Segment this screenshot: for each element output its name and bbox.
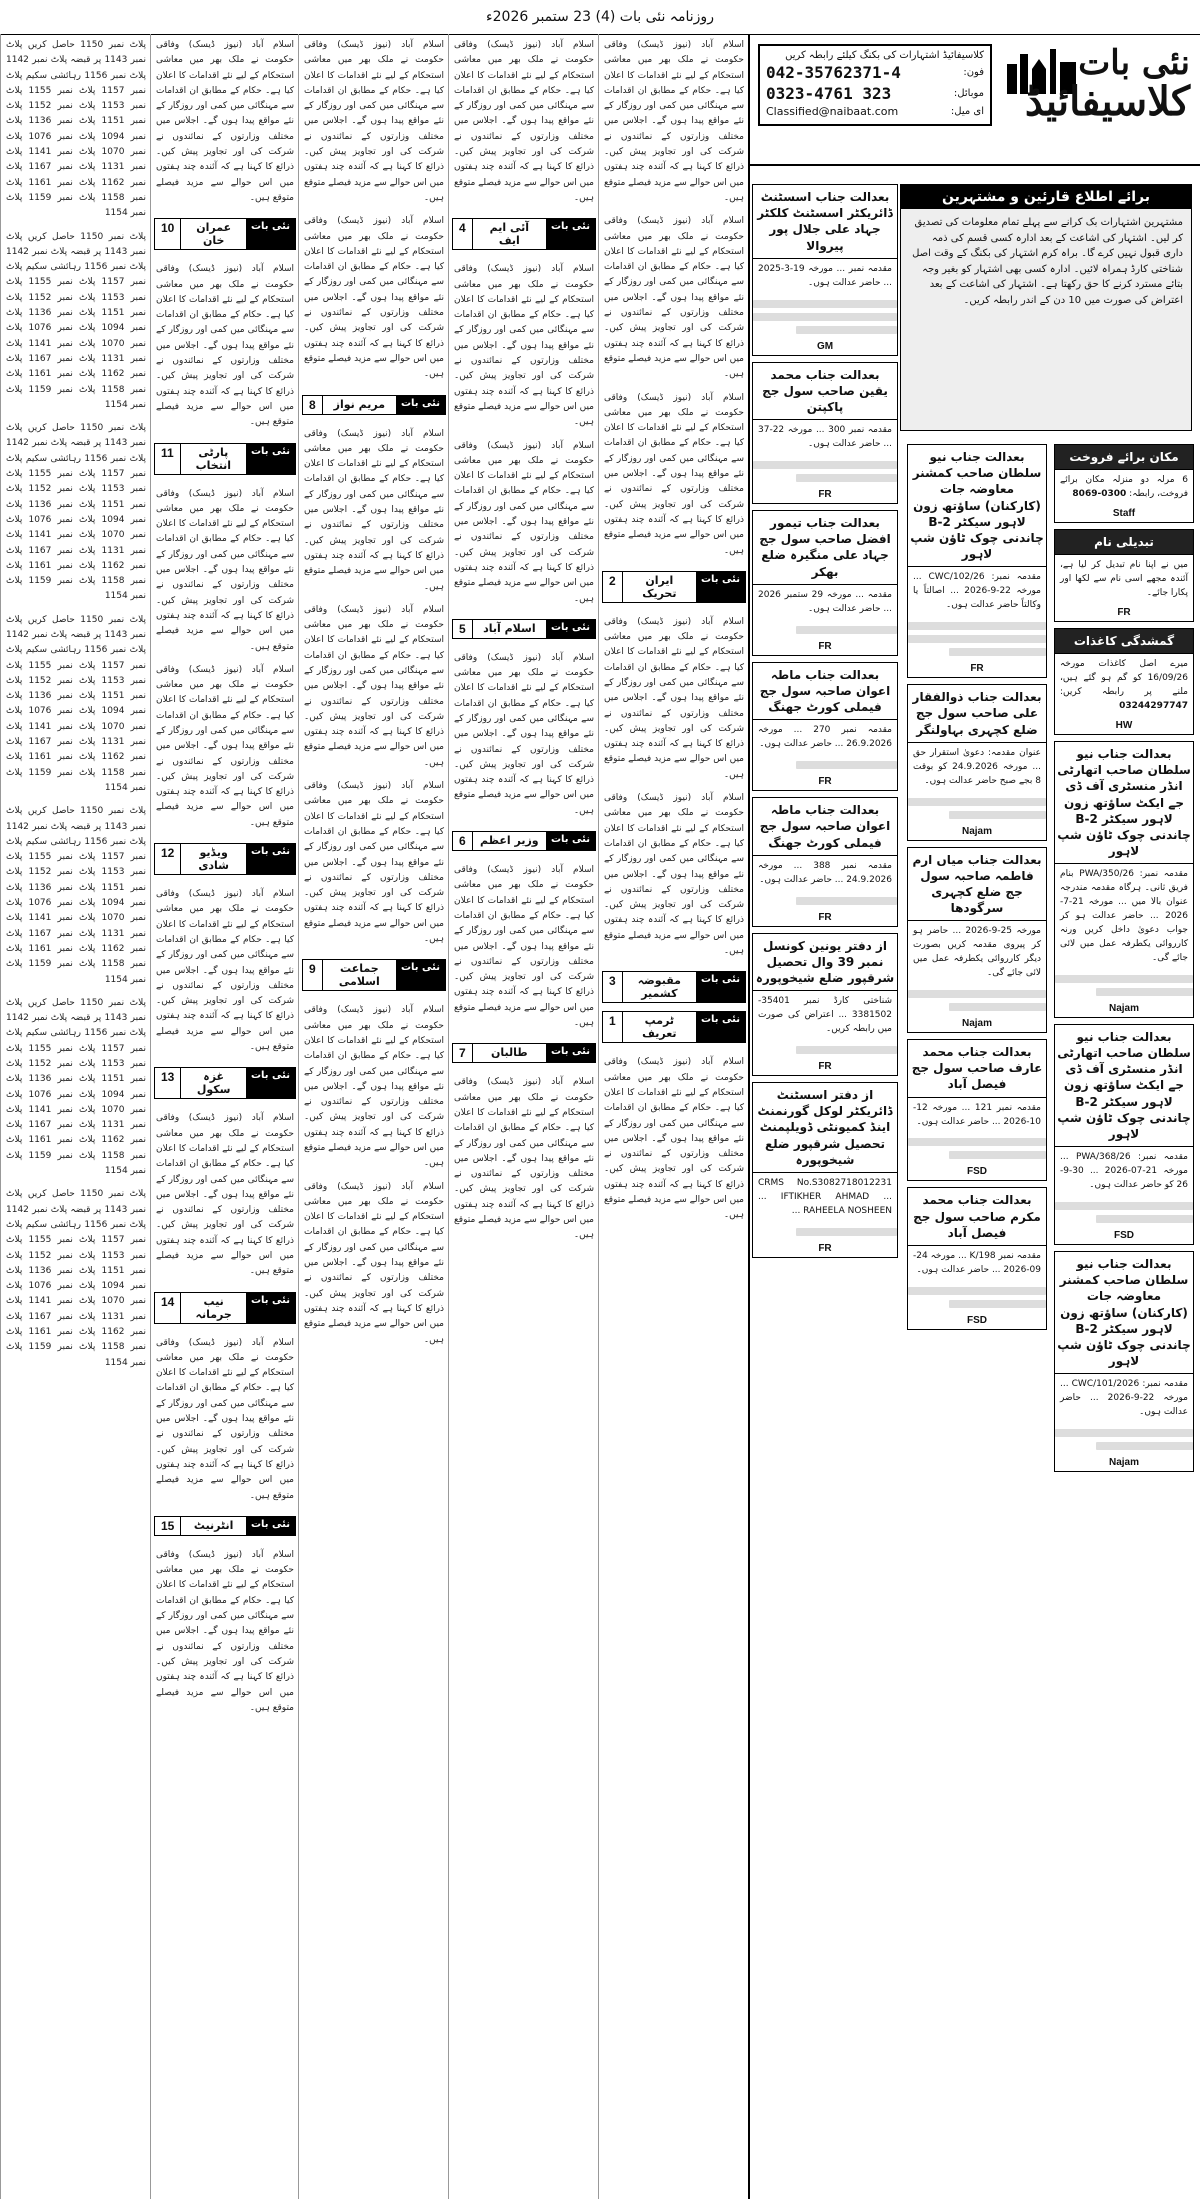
- headline-13: نئی بات غزہ سکول 13: [154, 1067, 296, 1099]
- court-notice: بعدالت جناب نیو سلطان صاحب کمشنر معاوضہ جات (کارکنان) ساؤتھ زون لاہور سیکٹر B-2 چاندنی چوک ٹاؤن شپ لاہور مقدمہ نمبر: CWC/101/2026 ... مورخہ 22-9-2026 ... حاضر عدالت ہوں۔ Najam: [1054, 1251, 1194, 1472]
- court-notice: بعدالت جناب تیمور افضل صاحب سول جج جہاد علی منگیرہ ضلع بھکر مقدمہ ... مورخہ 29 ستمبر 2026 ... حاضر عدالت ہوں۔ FR: [752, 510, 898, 656]
- classified-column-middle: [907, 444, 1047, 1336]
- court-notice: بعدالت جناب ذوالفقار علی صاحب سول جج ضلع کچہری بہاولنگر عنوان مقدمہ: دعویٰ استقرار حق ... مورخہ 24.9.2026 کو بوقت 8 بجے صبح حاضر عدالت ہوں۔ Najam: [907, 684, 1047, 840]
- plot-list-text: پلاٹ نمبر 1150 حاصل کریں پلاٹ نمبر 1143 پر قبضہ پلاٹ نمبر 1142 پلاٹ نمبر 1156 رہائشی سکیم پلاٹ نمبر 1157 پلاٹ نمبر 1155 پلاٹ نمبر 1153 پلاٹ نمبر 1152 پلاٹ نمبر 1151 پلاٹ نمبر 1136 پلاٹ نمبر 1094 پلاٹ نمبر 1076 پلاٹ نمبر 1070 پلاٹ نمبر 1141 پلاٹ نمبر 1131 پلاٹ نمبر 1167 پلاٹ نمبر 1162 پلاٹ نمبر 1161 پلاٹ نمبر 1158 پلاٹ نمبر 1159 پلاٹ نمبر 1154: [6, 40, 147, 219]
- classified-ad: گمشدگی کاغذات میرے اصل کاغذات مورخہ 16/09/26 کو گم ہو گئے ہیں، ملنے پر رابطہ کریں: 03244297747 HW: [1054, 628, 1194, 735]
- brand-top: نئی بات: [1078, 43, 1190, 83]
- headline-15: نئی بات انٹرنیٹ 15: [154, 1516, 296, 1536]
- headline-8: نئی بات مریم نواز 8: [302, 395, 446, 415]
- phone-number[interactable]: 042-35762371-4: [766, 63, 901, 82]
- headline-11: نئی بات پارٹی انتخاب 11: [154, 443, 296, 475]
- headline-3: نئی بات مقبوضہ کشمیر 3: [602, 971, 746, 1003]
- plot-list-text-5: پلاٹ نمبر 1150 حاصل کریں پلاٹ نمبر 1143 پر قبضہ پلاٹ نمبر 1142 پلاٹ نمبر 1156 رہائشی سکیم پلاٹ نمبر 1157 پلاٹ نمبر 1155 پلاٹ نمبر 1153 پلاٹ نمبر 1152 پلاٹ نمبر 1151 پلاٹ نمبر 1136 پلاٹ نمبر 1094 پلاٹ نمبر 1076 پلاٹ نمبر 1070 پلاٹ نمبر 1141 پلاٹ نمبر 1131 پلاٹ نمبر 1167 پلاٹ نمبر 1162 پلاٹ نمبر 1161 پلاٹ نمبر 1158 پلاٹ نمبر 1159 پلاٹ نمبر 1154: [6, 806, 147, 985]
- court-notice: از دفتر اسسٹنٹ ڈائریکٹر لوکل گورنمنٹ اینڈ کمیونٹی ڈویلپمنٹ تحصیل شرقپور ضلع شیخوپورہ CRMS No.S3082718012231 ... IFTIKHER AHMAD ... RAHEELA NOSHEEN ... FR: [752, 1082, 898, 1258]
- news-text: اسلام آباد (نیوز ڈیسک) وفاقی حکومت نے ملک بھر میں معاشی استحکام کے لیے نئے اقدامات کا اعلان کیا ہے۔ حکام کے مطابق ان اقدامات سے مہنگائی میں کمی اور روزگار کے نئے مواقع پیدا ہوں گے۔ اجلاس میں مختلف وزارتوں کے نمائندوں نے شرکت کی اور تجاویز پیش کیں۔ ذرائع کا کہنا ہے کہ آئندہ چند ہفتوں میں اس حوالے سے مزید فیصلے متوقع ہیں۔: [156, 40, 294, 203]
- news-section: [0, 34, 748, 2199]
- news-text: اسلام آباد (نیوز ڈیسک) وفاقی حکومت نے ملک بھر میں معاشی استحکام کے لیے نئے اقدامات کا اعلان کیا ہے۔ حکام کے مطابق ان اقدامات سے مہنگائی میں کمی اور روزگار کے نئے مواقع پیدا ہوں گے۔ اجلاس میں مختلف وزارتوں کے نمائندوں نے شرکت کی اور تجاویز پیش کیں۔ ذرائع کا کہنا ہے کہ آئندہ چند ہفتوں میں اس حوالے سے مزید فیصلے متوقع ہیں۔: [454, 40, 594, 203]
- news-text: اسلام آباد (نیوز ڈیسک) وفاقی حکومت نے ملک بھر میں معاشی استحکام کے لیے نئے اقدامات کا اعلان کیا ہے۔ حکام کے مطابق ان اقدامات سے مہنگائی میں کمی اور روزگار کے نئے مواقع پیدا ہوں گے۔ اجلاس میں مختلف وزارتوں کے نمائندوں نے شرکت کی اور تجاویز پیش کیں۔ ذرائع کا کہنا ہے کہ آئندہ چند ہفتوں میں اس حوالے سے مزید فیصلے متوقع ہیں۔: [156, 488, 294, 652]
- headline-10: نئی بات عمران خان 10: [154, 218, 296, 250]
- classified-column-left: [752, 184, 898, 1264]
- news-text: اسلام آباد (نیوز ڈیسک) وفاقی حکومت نے ملک بھر میں معاشی استحکام کے لیے نئے اقدامات کا اعلان کیا ہے۔ حکام کے مطابق ان اقدامات سے مہنگائی میں کمی اور روزگار کے نئے مواقع پیدا ہوں گے۔ اجلاس میں مختلف وزارتوں کے نمائندوں نے شرکت کی اور تجاویز پیش کیں۔ ذرائع کا کہنا ہے کہ آئندہ چند ہفتوں میں اس حوالے سے مزید فیصلے متوقع ہیں۔: [454, 865, 594, 1029]
- headline-9: نئی بات جماعت اسلامی 9: [302, 959, 446, 991]
- classified-column-right: [1054, 444, 1194, 1478]
- masthead-title: [990, 43, 1190, 125]
- news-text: اسلام آباد (نیوز ڈیسک) وفاقی حکومت نے ملک بھر میں معاشی استحکام کے لیے نئے اقدامات کا اعلان کیا ہے۔ حکام کے مطابق ان اقدامات سے مہنگائی میں کمی اور روزگار کے نئے مواقع پیدا ہوں گے۔ اجلاس میں مختلف وزارتوں کے نمائندوں نے شرکت کی اور تجاویز پیش کیں۔ ذرائع کا کہنا ہے کہ آئندہ چند ہفتوں میں اس حوالے سے مزید فیصلے متوقع ہیں۔: [156, 1337, 294, 1501]
- news-column-2: [150, 34, 299, 2199]
- court-notice: بعدالت جناب محمد مکرم صاحب سول جج فیصل آباد مقدمہ نمبر 198/K ... مورخہ 24-09-2026 ... حاضر عدالت ہوں۔ FSD: [907, 1187, 1047, 1329]
- headline-14: نئی بات نیب جرمانہ 14: [154, 1292, 296, 1324]
- headline-1: نئی بات ٹرمپ تعریف 1: [602, 1011, 746, 1043]
- plot-list-text-7: پلاٹ نمبر 1150 حاصل کریں پلاٹ نمبر 1143 پر قبضہ پلاٹ نمبر 1142 پلاٹ نمبر 1156 رہائشی سکیم پلاٹ نمبر 1157 پلاٹ نمبر 1155 پلاٹ نمبر 1153 پلاٹ نمبر 1152 پلاٹ نمبر 1151 پلاٹ نمبر 1136 پلاٹ نمبر 1094 پلاٹ نمبر 1076 پلاٹ نمبر 1070 پلاٹ نمبر 1141 پلاٹ نمبر 1131 پلاٹ نمبر 1167 پلاٹ نمبر 1162 پلاٹ نمبر 1161 پلاٹ نمبر 1158 پلاٹ نمبر 1159 پلاٹ نمبر 1154: [6, 1189, 147, 1368]
- mobile-label: موبائل:: [953, 88, 984, 99]
- news-text: اسلام آباد (نیوز ڈیسک) وفاقی حکومت نے ملک بھر میں معاشی استحکام کے لیے نئے اقدامات کا اعلان کیا ہے۔ حکام کے مطابق ان اقدامات سے مہنگائی میں کمی اور روزگار کے نئے مواقع پیدا ہوں گے۔ اجلاس میں مختلف وزارتوں کے نمائندوں نے شرکت کی اور تجاویز پیش کیں۔ ذرائع کا کہنا ہے کہ آئندہ چند ہفتوں میں اس حوالے سے مزید فیصلے متوقع ہیں۔: [156, 1549, 294, 1713]
- news-text: اسلام آباد (نیوز ڈیسک) وفاقی حکومت نے ملک بھر میں معاشی استحکام کے لیے نئے اقدامات کا اعلان کیا ہے۔ حکام کے مطابق ان اقدامات سے مہنگائی میں کمی اور روزگار کے نئے مواقع پیدا ہوں گے۔ اجلاس میں مختلف وزارتوں کے نمائندوں نے شرکت کی اور تجاویز پیش کیں۔ ذرائع کا کہنا ہے کہ آئندہ چند ہفتوں میں اس حوالے سے مزید فیصلے متوقع ہیں۔: [604, 216, 744, 380]
- headline-12: نئی بات ویڈیو شادی 12: [154, 843, 296, 875]
- date-line: روزنامہ نئی بات (4) 23 ستمبر 2026ء: [0, 0, 1200, 35]
- notice-title: برائے اطلاع قارئین و مشتہرین: [901, 185, 1191, 209]
- masthead: [750, 34, 1200, 166]
- news-text: اسلام آباد (نیوز ڈیسک) وفاقی حکومت نے ملک بھر میں معاشی استحکام کے لیے نئے اقدامات کا اعلان کیا ہے۔ حکام کے مطابق ان اقدامات سے مہنگائی میں کمی اور روزگار کے نئے مواقع پیدا ہوں گے۔ اجلاس میں مختلف وزارتوں کے نمائندوں نے شرکت کی اور تجاویز پیش کیں۔ ذرائع کا کہنا ہے کہ آئندہ چند ہفتوں میں اس حوالے سے مزید فیصلے متوقع ہیں۔: [454, 1077, 594, 1241]
- news-column-1: [0, 34, 151, 2199]
- phone-label: فون:: [963, 67, 984, 78]
- news-text: اسلام آباد (نیوز ڈیسک) وفاقی حکومت نے ملک بھر میں معاشی استحکام کے لیے نئے اقدامات کا اعلان کیا ہے۔ حکام کے مطابق ان اقدامات سے مہنگائی میں کمی اور روزگار کے نئے مواقع پیدا ہوں گے۔ اجلاس میں مختلف وزارتوں کے نمائندوں نے شرکت کی اور تجاویز پیش کیں۔ ذرائع کا کہنا ہے کہ آئندہ چند ہفتوں میں اس حوالے سے مزید فیصلے متوقع ہیں۔: [304, 40, 444, 203]
- mobile-number[interactable]: 0323-4761 323: [766, 84, 892, 103]
- news-text: اسلام آباد (نیوز ڈیسک) وفاقی حکومت نے ملک بھر میں معاشی استحکام کے لیے نئے اقدامات کا اعلان کیا ہے۔ حکام کے مطابق ان اقدامات سے مہنگائی میں کمی اور روزگار کے نئے مواقع پیدا ہوں گے۔ اجلاس میں مختلف وزارتوں کے نمائندوں نے شرکت کی اور تجاویز پیش کیں۔ ذرائع کا کہنا ہے کہ آئندہ چند ہفتوں میں اس حوالے سے مزید فیصلے متوقع ہیں۔: [156, 1113, 294, 1277]
- headline-7: نئی بات طالبان 7: [452, 1043, 596, 1063]
- classified-ad: مکان برائے فروخت 6 مرلہ دو منزلہ مکان برائے فروخت، رابطہ: 0300-8069 Staff: [1054, 444, 1194, 523]
- court-notice: بعدالت جناب نیو سلطان صاحب کمشنر معاوضہ جات (کارکنان) ساؤتھ زون لاہور سیکٹر B-2 چاندنی چوک ٹاؤن شپ لاہور مقدمہ نمبر: CWC/102/26 ... مورخہ 22-9-2026 ... اصالتاً یا وکالتاً حاضر عدالت ہوں۔ FR: [907, 444, 1047, 678]
- court-notice: بعدالت جناب محمد یقین صاحب سول جج پاکپتن مقدمہ نمبر 300 ... مورخہ 22-37 ... حاضر عدالت ہوں۔ FR: [752, 362, 898, 504]
- contact-box: [758, 44, 992, 126]
- brand-bottom: کلاسیفائیڈ: [1024, 78, 1190, 125]
- news-text: اسلام آباد (نیوز ڈیسک) وفاقی حکومت نے ملک بھر میں معاشی استحکام کے لیے نئے اقدامات کا اعلان کیا ہے۔ حکام کے مطابق ان اقدامات سے مہنگائی میں کمی اور روزگار کے نئے مواقع پیدا ہوں گے۔ اجلاس میں مختلف وزارتوں کے نمائندوں نے شرکت کی اور تجاویز پیش کیں۔ ذرائع کا کہنا ہے کہ آئندہ چند ہفتوں میں اس حوالے سے مزید فیصلے متوقع ہیں۔: [304, 604, 444, 768]
- email-label: ای میل:: [950, 106, 984, 117]
- news-text: اسلام آباد (نیوز ڈیسک) وفاقی حکومت نے ملک بھر میں معاشی استحکام کے لیے نئے اقدامات کا اعلان کیا ہے۔ حکام کے مطابق ان اقدامات سے مہنگائی میں کمی اور روزگار کے نئے مواقع پیدا ہوں گے۔ اجلاس میں مختلف وزارتوں کے نمائندوں نے شرکت کی اور تجاویز پیش کیں۔ ذرائع کا کہنا ہے کہ آئندہ چند ہفتوں میں اس حوالے سے مزید فیصلے متوقع ہیں۔: [604, 40, 744, 203]
- news-text: اسلام آباد (نیوز ڈیسک) وفاقی حکومت نے ملک بھر میں معاشی استحکام کے لیے نئے اقدامات کا اعلان کیا ہے۔ حکام کے مطابق ان اقدامات سے مہنگائی میں کمی اور روزگار کے نئے مواقع پیدا ہوں گے۔ اجلاس میں مختلف وزارتوں کے نمائندوں نے شرکت کی اور تجاویز پیش کیں۔ ذرائع کا کہنا ہے کہ آئندہ چند ہفتوں میں اس حوالے سے مزید فیصلے متوقع ہیں۔: [604, 1057, 744, 1221]
- news-text: اسلام آباد (نیوز ڈیسک) وفاقی حکومت نے ملک بھر میں معاشی استحکام کے لیے نئے اقدامات کا اعلان کیا ہے۔ حکام کے مطابق ان اقدامات سے مہنگائی میں کمی اور روزگار کے نئے مواقع پیدا ہوں گے۔ اجلاس میں مختلف وزارتوں کے نمائندوں نے شرکت کی اور تجاویز پیش کیں۔ ذرائع کا کہنا ہے کہ آئندہ چند ہفتوں میں اس حوالے سے مزید فیصلے متوقع ہیں۔: [156, 889, 294, 1053]
- news-text: اسلام آباد (نیوز ڈیسک) وفاقی حکومت نے ملک بھر میں معاشی استحکام کے لیے نئے اقدامات کا اعلان کیا ہے۔ حکام کے مطابق ان اقدامات سے مہنگائی میں کمی اور روزگار کے نئے مواقع پیدا ہوں گے۔ اجلاس میں مختلف وزارتوں کے نمائندوں نے شرکت کی اور تجاویز پیش کیں۔ ذرائع کا کہنا ہے کہ آئندہ چند ہفتوں میں اس حوالے سے مزید فیصلے متوقع ہیں۔: [604, 793, 744, 957]
- news-text: اسلام آباد (نیوز ڈیسک) وفاقی حکومت نے ملک بھر میں معاشی استحکام کے لیے نئے اقدامات کا اعلان کیا ہے۔ حکام کے مطابق ان اقدامات سے مہنگائی میں کمی اور روزگار کے نئے مواقع پیدا ہوں گے۔ اجلاس میں مختلف وزارتوں کے نمائندوں نے شرکت کی اور تجاویز پیش کیں۔ ذرائع کا کہنا ہے کہ آئندہ چند ہفتوں میں اس حوالے سے مزید فیصلے متوقع ہیں۔: [454, 264, 594, 428]
- news-text: اسلام آباد (نیوز ڈیسک) وفاقی حکومت نے ملک بھر میں معاشی استحکام کے لیے نئے اقدامات کا اعلان کیا ہے۔ حکام کے مطابق ان اقدامات سے مہنگائی میں کمی اور روزگار کے نئے مواقع پیدا ہوں گے۔ اجلاس میں مختلف وزارتوں کے نمائندوں نے شرکت کی اور تجاویز پیش کیں۔ ذرائع کا کہنا ہے کہ آئندہ چند ہفتوں میں اس حوالے سے مزید فیصلے متوقع ہیں۔: [454, 652, 594, 816]
- news-text: اسلام آباد (نیوز ڈیسک) وفاقی حکومت نے ملک بھر میں معاشی استحکام کے لیے نئے اقدامات کا اعلان کیا ہے۔ حکام کے مطابق ان اقدامات سے مہنگائی میں کمی اور روزگار کے نئے مواقع پیدا ہوں گے۔ اجلاس میں مختلف وزارتوں کے نمائندوں نے شرکت کی اور تجاویز پیش کیں۔ ذرائع کا کہنا ہے کہ آئندہ چند ہفتوں میں اس حوالے سے مزید فیصلے متوقع ہیں۔: [604, 392, 744, 556]
- news-text: اسلام آباد (نیوز ڈیسک) وفاقی حکومت نے ملک بھر میں معاشی استحکام کے لیے نئے اقدامات کا اعلان کیا ہے۔ حکام کے مطابق ان اقدامات سے مہنگائی میں کمی اور روزگار کے نئے مواقع پیدا ہوں گے۔ اجلاس میں مختلف وزارتوں کے نمائندوں نے شرکت کی اور تجاویز پیش کیں۔ ذرائع کا کہنا ہے کہ آئندہ چند ہفتوں میں اس حوالے سے مزید فیصلے متوقع ہیں۔: [454, 440, 594, 604]
- plot-list-text-4: پلاٹ نمبر 1150 حاصل کریں پلاٹ نمبر 1143 پر قبضہ پلاٹ نمبر 1142 پلاٹ نمبر 1156 رہائشی سکیم پلاٹ نمبر 1157 پلاٹ نمبر 1155 پلاٹ نمبر 1153 پلاٹ نمبر 1152 پلاٹ نمبر 1151 پلاٹ نمبر 1136 پلاٹ نمبر 1094 پلاٹ نمبر 1076 پلاٹ نمبر 1070 پلاٹ نمبر 1141 پلاٹ نمبر 1131 پلاٹ نمبر 1167 پلاٹ نمبر 1162 پلاٹ نمبر 1161 پلاٹ نمبر 1158 پلاٹ نمبر 1159 پلاٹ نمبر 1154: [6, 614, 147, 793]
- headline-4: نئی بات آئی ایم ایف 4: [452, 218, 596, 250]
- news-column-3: [298, 34, 449, 2199]
- news-text: اسلام آباد (نیوز ڈیسک) وفاقی حکومت نے ملک بھر میں معاشی استحکام کے لیے نئے اقدامات کا اعلان کیا ہے۔ حکام کے مطابق ان اقدامات سے مہنگائی میں کمی اور روزگار کے نئے مواقع پیدا ہوں گے۔ اجلاس میں مختلف وزارتوں کے نمائندوں نے شرکت کی اور تجاویز پیش کیں۔ ذرائع کا کہنا ہے کہ آئندہ چند ہفتوں میں اس حوالے سے مزید فیصلے متوقع ہیں۔: [304, 216, 444, 380]
- headline-2: نئی بات ایران تحریک 2: [602, 571, 746, 603]
- news-text: اسلام آباد (نیوز ڈیسک) وفاقی حکومت نے ملک بھر میں معاشی استحکام کے لیے نئے اقدامات کا اعلان کیا ہے۔ حکام کے مطابق ان اقدامات سے مہنگائی میں کمی اور روزگار کے نئے مواقع پیدا ہوں گے۔ اجلاس میں مختلف وزارتوں کے نمائندوں نے شرکت کی اور تجاویز پیش کیں۔ ذرائع کا کہنا ہے کہ آئندہ چند ہفتوں میں اس حوالے سے مزید فیصلے متوقع ہیں۔: [304, 428, 444, 592]
- court-notice: بعدالت جناب اسسٹنٹ ڈائریکٹر اسسٹنٹ کلکٹر جہاد علی جلال پور پیروالا مقدمہ نمبر ... مورخہ 19-3-2025 ... حاضر عدالت ہوں۔ GM: [752, 184, 898, 356]
- plot-list-text-6: پلاٹ نمبر 1150 حاصل کریں پلاٹ نمبر 1143 پر قبضہ پلاٹ نمبر 1142 پلاٹ نمبر 1156 رہائشی سکیم پلاٹ نمبر 1157 پلاٹ نمبر 1155 پلاٹ نمبر 1153 پلاٹ نمبر 1152 پلاٹ نمبر 1151 پلاٹ نمبر 1136 پلاٹ نمبر 1094 پلاٹ نمبر 1076 پلاٹ نمبر 1070 پلاٹ نمبر 1141 پلاٹ نمبر 1131 پلاٹ نمبر 1167 پلاٹ نمبر 1162 پلاٹ نمبر 1161 پلاٹ نمبر 1158 پلاٹ نمبر 1159 پلاٹ نمبر 1154: [6, 997, 147, 1177]
- news-text: اسلام آباد (نیوز ڈیسک) وفاقی حکومت نے ملک بھر میں معاشی استحکام کے لیے نئے اقدامات کا اعلان کیا ہے۔ حکام کے مطابق ان اقدامات سے مہنگائی میں کمی اور روزگار کے نئے مواقع پیدا ہوں گے۔ اجلاس میں مختلف وزارتوں کے نمائندوں نے شرکت کی اور تجاویز پیش کیں۔ ذرائع کا کہنا ہے کہ آئندہ چند ہفتوں میں اس حوالے سے مزید فیصلے متوقع ہیں۔: [604, 616, 744, 780]
- news-text: اسلام آباد (نیوز ڈیسک) وفاقی حکومت نے ملک بھر میں معاشی استحکام کے لیے نئے اقدامات کا اعلان کیا ہے۔ حکام کے مطابق ان اقدامات سے مہنگائی میں کمی اور روزگار کے نئے مواقع پیدا ہوں گے۔ اجلاس میں مختلف وزارتوں کے نمائندوں نے شرکت کی اور تجاویز پیش کیں۔ ذرائع کا کہنا ہے کہ آئندہ چند ہفتوں میں اس حوالے سے مزید فیصلے متوقع ہیں۔: [304, 1181, 444, 1345]
- plot-list-text-2: پلاٹ نمبر 1150 حاصل کریں پلاٹ نمبر 1143 پر قبضہ پلاٹ نمبر 1142 پلاٹ نمبر 1156 رہائشی سکیم پلاٹ نمبر 1157 پلاٹ نمبر 1155 پلاٹ نمبر 1153 پلاٹ نمبر 1152 پلاٹ نمبر 1151 پلاٹ نمبر 1136 پلاٹ نمبر 1094 پلاٹ نمبر 1076 پلاٹ نمبر 1070 پلاٹ نمبر 1141 پلاٹ نمبر 1131 پلاٹ نمبر 1167 پلاٹ نمبر 1162 پلاٹ نمبر 1161 پلاٹ نمبر 1158 پلاٹ نمبر 1159 پلاٹ نمبر 1154: [6, 231, 147, 410]
- news-column-5: [598, 34, 749, 2199]
- email-address[interactable]: Classified@naibaat.com: [766, 105, 899, 118]
- news-text: اسلام آباد (نیوز ڈیسک) وفاقی حکومت نے ملک بھر میں معاشی استحکام کے لیے نئے اقدامات کا اعلان کیا ہے۔ حکام کے مطابق ان اقدامات سے مہنگائی میں کمی اور روزگار کے نئے مواقع پیدا ہوں گے۔ اجلاس میں مختلف وزارتوں کے نمائندوں نے شرکت کی اور تجاویز پیش کیں۔ ذرائع کا کہنا ہے کہ آئندہ چند ہفتوں میں اس حوالے سے مزید فیصلے متوقع ہیں۔: [304, 781, 444, 945]
- court-notice: از دفتر یونین کونسل نمبر 39 وال تحصیل شرقپور ضلع شیخوپورہ شناختی کارڈ نمبر 35401-3381502 ... اعتراض کی صورت میں رابطہ کریں۔ FR: [752, 933, 898, 1076]
- court-notice: بعدالت جناب میاں ارم فاطمہ صاحبہ سول جج ضلع کچہری سرگودھا مورخہ 25-9-2026 ... حاضر ہو کر پیروی مقدمہ کریں بصورت دیگر کارروائی یکطرفہ عمل میں لائی جائے گی۔ Najam: [907, 847, 1047, 1034]
- court-notice: بعدالت جناب ماطہ اعوان صاحبہ سول جج فیملی کورٹ جھنگ مقدمہ نمبر 270 ... مورخہ 26.9.2026 ... حاضر عدالت ہوں۔ FR: [752, 662, 898, 791]
- notice-body: مشتہرین اشتہارات بک کرانے سے پہلے تمام معلومات کی تصدیق کر لیں۔ اشتہار کی اشاعت کے بعد ادارہ کسی قسم کی ذمہ داری قبول نہیں کرے گا۔ براہ کرم اشتہار کی بکنگ کے وقت اصل شناختی کارڈ ہمراہ لائیں۔ ادارہ کسی بھی اشتہار کو بغیر وجہ بتائے مسترد کرنے کا حق رکھتا ہے۔ اشتہار کی اشاعت کے بعد اعتراض کی صورت میں 10 دن کے اندر رابطہ کریں۔: [912, 217, 1183, 306]
- court-notice: بعدالت جناب نیو سلطان صاحب اتھارٹی انڈر منسٹری آف ڈی جے ایکٹ ساؤتھ زون لاہور سیکٹر B-2 چاندنی چوک ٹاؤن شپ لاہور مقدمہ نمبر: PWA/350/26 بنام فریق ثانی۔ ہرگاہ مقدمہ مندرجہ عنوان بالا میں ... مورخہ 21-7-2026 ... حاضر عدالت ہو کر جواب دعویٰ داخل کریں ورنہ کارروائی یکطرفہ عمل میں لائی جائے گی۔ Najam: [1054, 741, 1194, 1018]
- news-text: اسلام آباد (نیوز ڈیسک) وفاقی حکومت نے ملک بھر میں معاشی استحکام کے لیے نئے اقدامات کا اعلان کیا ہے۔ حکام کے مطابق ان اقدامات سے مہنگائی میں کمی اور روزگار کے نئے مواقع پیدا ہوں گے۔ اجلاس میں مختلف وزارتوں کے نمائندوں نے شرکت کی اور تجاویز پیش کیں۔ ذرائع کا کہنا ہے کہ آئندہ چند ہفتوں میں اس حوالے سے مزید فیصلے متوقع ہیں۔: [304, 1005, 444, 1169]
- court-notice: بعدالت جناب نیو سلطان صاحب اتھارٹی انڈر منسٹری آف ڈی جے ایکٹ ساؤتھ زون لاہور سیکٹر B-2 چاندنی چوک ٹاؤن شپ لاہور مقدمہ نمبر: PWA/368/26 ... مورخہ 21-07-2026 ... 30-9-26 کو حاضر عدالت ہوں۔ FSD: [1054, 1024, 1194, 1245]
- plot-list-text-3: پلاٹ نمبر 1150 حاصل کریں پلاٹ نمبر 1143 پر قبضہ پلاٹ نمبر 1142 پلاٹ نمبر 1156 رہائشی سکیم پلاٹ نمبر 1157 پلاٹ نمبر 1155 پلاٹ نمبر 1153 پلاٹ نمبر 1152 پلاٹ نمبر 1151 پلاٹ نمبر 1136 پلاٹ نمبر 1094 پلاٹ نمبر 1076 پلاٹ نمبر 1070 پلاٹ نمبر 1141 پلاٹ نمبر 1131 پلاٹ نمبر 1167 پلاٹ نمبر 1162 پلاٹ نمبر 1161 پلاٹ نمبر 1158 پلاٹ نمبر 1159 پلاٹ نمبر 1154: [6, 423, 147, 602]
- court-notice: بعدالت جناب ماطہ اعوان صاحبہ سول جج فیملی کورٹ جھنگ مقدمہ نمبر 388 ... مورخہ 24.9.2026 ... حاضر عدالت ہوں۔ FR: [752, 797, 898, 926]
- headline-5: نئی بات اسلام آباد 5: [452, 619, 596, 639]
- news-text: اسلام آباد (نیوز ڈیسک) وفاقی حکومت نے ملک بھر میں معاشی استحکام کے لیے نئے اقدامات کا اعلان کیا ہے۔ حکام کے مطابق ان اقدامات سے مہنگائی میں کمی اور روزگار کے نئے مواقع پیدا ہوں گے۔ اجلاس میں مختلف وزارتوں کے نمائندوں نے شرکت کی اور تجاویز پیش کیں۔ ذرائع کا کہنا ہے کہ آئندہ چند ہفتوں میں اس حوالے سے مزید فیصلے متوقع ہیں۔: [156, 264, 294, 428]
- notice-box: [900, 184, 1192, 431]
- classified-ad: تبدیلی نام میں نے اپنا نام تبدیل کر لیا ہے، آئندہ مجھے اسی نام سے لکھا اور پکارا جائے۔ FR: [1054, 529, 1194, 622]
- headline-6: نئی بات وزیر اعظم 6: [452, 831, 596, 851]
- contact-caption: کلاسیفائیڈ اشتہارات کی بکنگ کیلئے رابطہ کریں: [785, 50, 984, 61]
- court-notice: بعدالت جناب محمد عارف صاحب سول جج فیصل آباد مقدمہ نمبر 121 ... مورخہ 12-10-2026 ... حاضر عدالت ہوں۔ FSD: [907, 1039, 1047, 1181]
- classified-section: [748, 34, 1200, 2199]
- news-text: اسلام آباد (نیوز ڈیسک) وفاقی حکومت نے ملک بھر میں معاشی استحکام کے لیے نئے اقدامات کا اعلان کیا ہے۔ حکام کے مطابق ان اقدامات سے مہنگائی میں کمی اور روزگار کے نئے مواقع پیدا ہوں گے۔ اجلاس میں مختلف وزارتوں کے نمائندوں نے شرکت کی اور تجاویز پیش کیں۔ ذرائع کا کہنا ہے کہ آئندہ چند ہفتوں میں اس حوالے سے مزید فیصلے متوقع ہیں۔: [156, 664, 294, 828]
- news-column-4: [448, 34, 599, 2199]
